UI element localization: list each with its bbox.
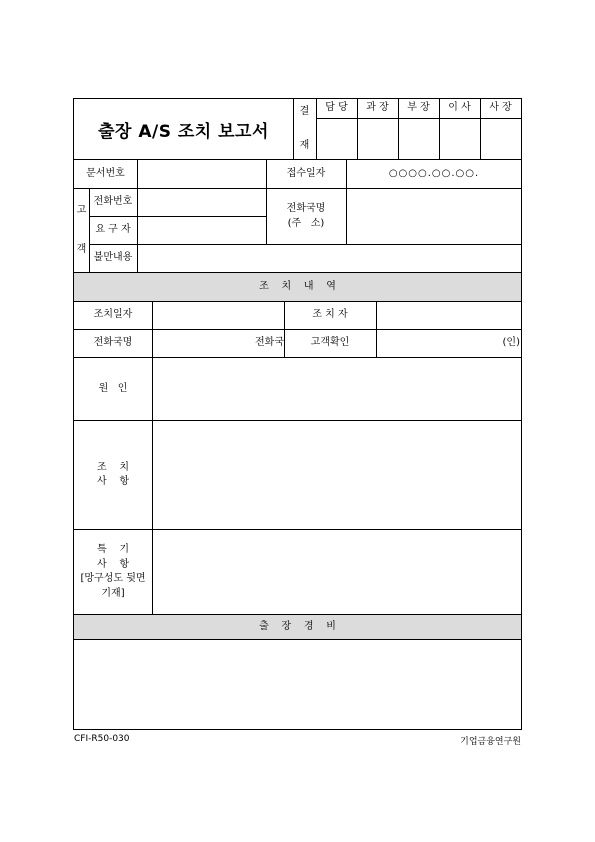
phone-number-field[interactable] (138, 189, 266, 216)
doc-number-field[interactable] (138, 160, 266, 188)
document-title: 출장 A/S 조치 보고서 (98, 121, 269, 142)
action-date-label: 조치일자 (93, 309, 133, 321)
complaint-field[interactable] (138, 245, 521, 272)
expense-section-title: 출 장 경 비 (259, 620, 336, 632)
approval-label-top: 결 (299, 105, 310, 117)
customer-label-top: 고 (76, 204, 87, 216)
approval-sign-box-manager[interactable] (316, 119, 357, 159)
office-name-address-field[interactable] (347, 189, 521, 244)
expense-field[interactable] (74, 640, 521, 728)
receipt-date-value[interactable]: ○○○○.○○.○○. (388, 167, 480, 179)
report-form (73, 98, 522, 730)
cause-label: 원 인 (98, 382, 128, 394)
approval-label-bottom: 재 (299, 139, 310, 151)
doc-number-label: 문서번호 (86, 167, 125, 179)
office-name-address-label: 전화국명 (주 소) (286, 203, 326, 229)
approval-sign-box-director[interactable] (439, 119, 480, 159)
cause-field[interactable] (153, 358, 521, 420)
action-office-name-label: 전화국명 (93, 337, 133, 349)
measures-label: 조 치 사 항 (96, 461, 130, 487)
office-suffix: 전화국 (255, 337, 284, 349)
requester-field[interactable] (138, 217, 266, 244)
approval-role-section-chief: 과 장 (366, 102, 389, 114)
requester-label: 요 구 자 (95, 224, 131, 236)
action-person-field[interactable] (377, 302, 521, 329)
complaint-label: 불만내용 (93, 252, 133, 264)
approval-role-director: 이 사 (448, 102, 471, 114)
seal-label: (인) (502, 337, 520, 349)
receipt-date-label: 접수일자 (286, 167, 326, 179)
action-person-label: 조 치 자 (312, 309, 348, 321)
approval-role-president: 사 장 (489, 102, 512, 114)
measures-field[interactable] (153, 421, 521, 529)
customer-label-bottom: 객 (76, 243, 87, 255)
form-code: CFI-R50-030 (74, 734, 130, 744)
phone-number-label: 전화번호 (93, 196, 133, 208)
remarks-field[interactable] (153, 530, 521, 614)
approval-sign-box-section-chief[interactable] (357, 119, 398, 159)
remarks-label: 특 기 사 항 [망구성도 뒷면 기재] (80, 544, 146, 599)
customer-confirm-label: 고객확인 (310, 337, 350, 349)
approval-role-dept-head: 부 장 (407, 102, 430, 114)
approval-sign-box-president[interactable] (480, 119, 521, 159)
organization-name: 기업금융연구원 (460, 737, 521, 747)
approval-sign-box-dept-head[interactable] (398, 119, 439, 159)
action-section-title: 조 치 내 역 (259, 280, 336, 292)
approval-role-manager: 담 당 (325, 102, 348, 114)
action-date-field[interactable] (153, 302, 284, 329)
